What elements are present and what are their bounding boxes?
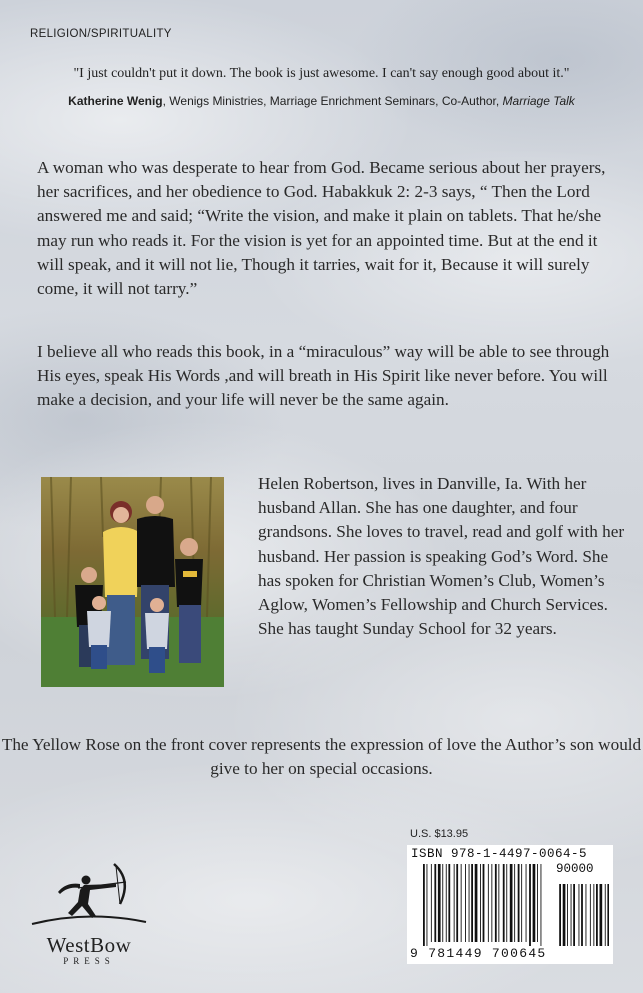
barcode-bar <box>434 864 436 942</box>
description-paragraph-2: I believe all who reads this book, in a “miraculous” way will be able to see through His eyes, speak His Words ,and will breath in His Spirit like never before. You will make a decision, and your life will never be the same again. <box>37 342 610 410</box>
endorser-affiliation: , Wenigs Ministries, Marriage Enrichment Seminars, Co-Author, <box>162 94 503 108</box>
barcode-bar <box>454 864 455 942</box>
rose-note: The Yellow Rose on the front cover represents the expression of love the Author’s son would give to her on special occasions. <box>1 735 642 779</box>
barcode-bar <box>518 864 520 942</box>
barcode-bar <box>438 864 441 942</box>
barcode-addon-bar <box>593 884 594 946</box>
barcode-bar <box>537 864 538 942</box>
barcode-bar <box>471 864 473 942</box>
barcode-bar <box>475 864 478 942</box>
publisher-imprint: PRESS <box>63 956 115 966</box>
price-code: 90000 <box>556 862 594 876</box>
endorser-book: Marriage Talk <box>502 94 575 108</box>
barcode-bar <box>469 864 470 942</box>
author-bio: Helen Robertson, lives in Danville, Ia. With her husband Allan. She has one daughter, and four grandsons. She loves to travel, read and golf with her husband. Her passion is speaking God’s Word. She has spoken for Christian Women’s Club, Women’s Aglow, Women’s Fellowship and Church Services. She has taught Sunday School for 32 years. <box>258 474 625 639</box>
barcode-bars <box>423 864 609 946</box>
barcode-addon-bar <box>596 884 598 946</box>
barcode-bar <box>461 864 462 942</box>
barcode-bar <box>446 864 447 942</box>
barcode-bar <box>495 864 497 942</box>
barcode-addon-bar <box>581 884 583 946</box>
barcode-addon-bar <box>600 884 603 946</box>
family-photo-illustration <box>41 477 224 687</box>
barcode-addon-bar <box>567 884 568 946</box>
barcode-bar <box>480 864 481 942</box>
barcode-bar <box>488 864 489 942</box>
category-label: RELIGION/SPIRITUALITY <box>30 28 172 40</box>
ean-digits: 9 781449 700645 <box>410 946 547 961</box>
endorsement-attribution <box>0 94 643 108</box>
barcode-bar <box>503 864 505 942</box>
isbn-barcode <box>407 845 613 964</box>
barcode-bar <box>423 864 425 946</box>
barcode-bar <box>448 864 450 942</box>
barcode-bar <box>498 864 499 942</box>
barcode-bar <box>427 864 428 946</box>
description-paragraph-1: A woman who was desperate to hear from God. Became serious about her prayers, her sacrifices, and her obedience to God. Habakkuk 2: 2-3 says, “ Then the Lord answered me and said; “Write the vision, and make it plain on tablets. That he/she may run who reads it. For the vision is yet for an appointed time. But at the end it will speak, and it will not lie, Though it tarries, wait for it, Because it will surely come, it will not tarry.” <box>37 158 606 299</box>
endorser-name: Katherine Wenig <box>68 94 163 108</box>
publisher-logo <box>28 858 150 968</box>
barcode-bar <box>483 864 485 942</box>
price-label: U.S. $13.95 <box>410 828 469 840</box>
barcode-addon-bar <box>590 884 591 946</box>
barcode-addon-bar <box>573 884 575 946</box>
barcode-bar <box>529 864 531 946</box>
barcode-bar <box>533 864 536 942</box>
barcode-bar <box>521 864 522 942</box>
barcode-bar <box>526 864 527 942</box>
barcode-bar <box>465 864 466 942</box>
barcode-addon-bar <box>579 884 580 946</box>
publisher-name: WestBow <box>46 933 132 957</box>
barcode-addon-bar <box>586 884 587 946</box>
barcode-bar <box>514 864 515 942</box>
barcode-bar <box>506 864 507 942</box>
barcode-bar <box>541 864 542 946</box>
author-family-photo <box>41 477 224 687</box>
barcode-bar <box>510 864 513 942</box>
isbn-number: ISBN 978-1-4497-0064-5 <box>411 847 588 861</box>
barcode-bar <box>431 864 432 942</box>
barcode-addon-bar <box>571 884 572 946</box>
barcode-bar <box>442 864 443 942</box>
barcode-addon-bar <box>605 884 606 946</box>
barcode-bar <box>456 864 458 942</box>
barcode-addon-bar <box>607 884 609 946</box>
barcode-addon-bar <box>559 884 561 946</box>
barcode-addon-bar <box>563 884 566 946</box>
endorsement-quote: "I just couldn't put it down. The book is just awesome. I can't say enough good about it." <box>73 66 570 81</box>
barcode-bar <box>491 864 492 942</box>
archer-icon <box>28 858 150 936</box>
